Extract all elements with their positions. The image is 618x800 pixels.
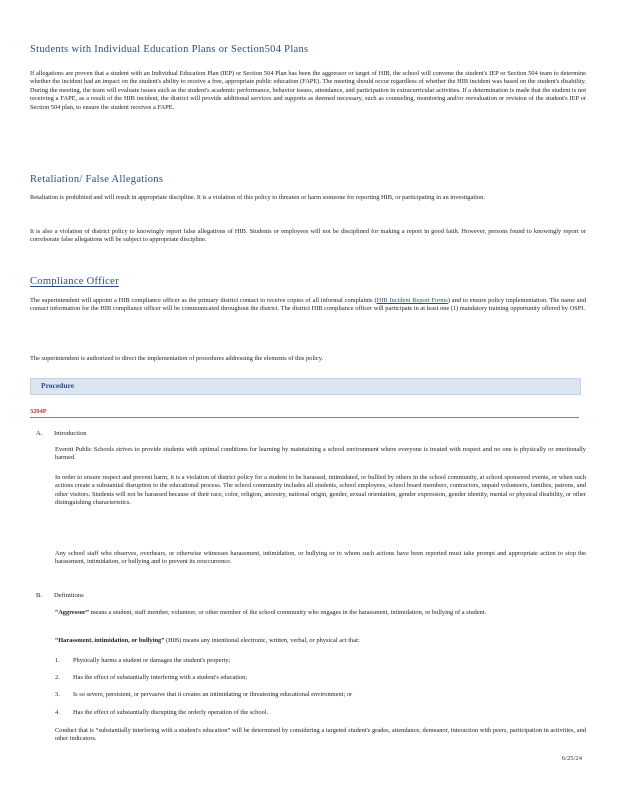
section-a-paragraph-3: Any school staff who observes, overhears, or otherwise witnesses harassment, intimidation, or bullying or to whom such actions have been reported must take prompt and appropriate action to stop the harassment, intimidation, or bullying and to prevent its reoccurrence. <box>55 550 586 566</box>
section-a-paragraph-1: Everett Public Schools strives to provide students with optimal conditions for learning by maintaining a school environment where everyone is treated with respect and no one is physically or emotionally harmed. <box>55 446 586 462</box>
aggressor-term: “Aggressor” <box>55 609 89 616</box>
list-item-number: 2. <box>55 674 60 681</box>
compliance-text-post: ) and to ensure policy implementation. The name and contact information for the HIB compliance officer will be communicated throughout the district. The district HIB compliance officer will participate in at least one (1) mandatory training opportunity offered by OSPI. <box>30 297 587 313</box>
paragraph-plans: If allegations are proven that a student with an Individual Education Plan (IEP) or Section 504 Plan has been the aggressor or target of HIB, the school will convene the student's IEP or Section 504 team to determine whether the incident had an impact on the student's ability to receive a free, appropriate public education (FAPE). The meeting should occur regardless of whether the HIB incident was based on the student's disability. During the meeting, the team will evaluate issues such as the student's academic performance, behavior issues, attendance, and participation in extracurricular activities. If a determination is made that the student is not receiving a FAPE, as a result of the HIB incident, the district will provide additional services and supports as deemed necessary, such as counseling, monitoring and/or reevaluation or revision of the student's IEP or Section 504 plan, to ensure the student receives a FAPE. <box>30 70 586 111</box>
section-a-paragraph-2: In order to ensure respect and prevent harm, it is a violation of district policy for a student to be harassed, intimidated, or bullied by others in the school community, at school sponsored events, or when such actions create a substantial disruption to the educational process. The school community includes all students, school employees, school board members, contractors, unpaid volunteers, families, patrons, and other visitors. Students will not be harassed because of their race, color, religion, ancestry, national origin, gender, sexual orientation, gender expression, gender identity, mental or physical disability, or other distinguishing characteristics. <box>55 474 586 507</box>
section-b-title: Definitions <box>54 592 84 599</box>
definition-hib <box>55 637 586 645</box>
heading-retaliation: Retaliation/ False Allegations <box>30 174 164 185</box>
list-item <box>55 674 586 681</box>
section-b-heading <box>36 592 84 599</box>
procedure-bar <box>30 378 581 395</box>
procedure-divider <box>30 417 579 418</box>
list-item <box>55 657 586 664</box>
footer-date: 6/25/24 <box>561 755 582 762</box>
procedure-code: 3204P <box>30 408 47 415</box>
list-item-number: 3. <box>55 691 60 698</box>
section-a-letter: A. <box>36 430 43 437</box>
list-item-number: 1. <box>55 657 60 664</box>
hib-term: “Harassment, intimidation, or bullying” <box>55 637 165 644</box>
procedure-label: Procedure <box>41 381 75 390</box>
section-a-title: Introduction <box>54 430 87 437</box>
heading-students-plans: Students with Individual Education Plans or Section504 Plans <box>30 44 309 55</box>
paragraph-compliance-2: The superintendent is authorized to direct the implementation of procedures addressing the elements of this policy. <box>30 355 324 362</box>
hib-definition: (HIB) means any intentional electronic, written, verbal, or physical act that: <box>164 637 360 644</box>
section-a-heading <box>36 430 87 437</box>
paragraph-retaliation-1: Retaliation is prohibited and will result in appropriate discipline. It is a violation of this policy to threaten or harm someone for reporting HIB, or participating in an investigation. <box>30 194 485 201</box>
paragraph-compliance-1 <box>30 297 586 314</box>
list-item-text: Physically harms a student or damages the student's property; <box>73 657 231 664</box>
definition-conduct: Conduct that is “substantially interfering with a student's education” will be determined by considering a targeted student's grades, attendance, demeanor, interaction with peers, participation in activities, and other indicators. <box>55 727 586 743</box>
hib-incident-report-forms-link[interactable]: HIB Incident Report Forms <box>376 297 448 304</box>
list-item <box>55 691 586 698</box>
paragraph-retaliation-2: It is also a violation of district policy to knowingly report false allegations of HIB. Students or employees will not be disciplined for making a report in good faith. However, persons found to knowingly report or corroborate false allegations will be subject to appropriate discipline. <box>30 228 586 244</box>
section-b-letter: B. <box>36 592 43 599</box>
aggressor-definition: means a student, staff member, volunteer, or other member of the school community who engages in the harassment, intimidation, or bullying of a student. <box>88 609 487 616</box>
compliance-text-pre: The superintendent will appoint a HIB compliance officer as the primary district contact to receive copies of all informal complaints ( <box>30 297 377 304</box>
list-item-text: Is so severe, persistent, or pervasive that it creates an intimidating or threatening educational environment; or <box>73 691 353 698</box>
list-item-text: Has the effect of substantially interfering with a student's education; <box>73 674 248 681</box>
heading-compliance: Compliance Officer <box>30 276 119 287</box>
list-item-number: 4. <box>55 709 60 716</box>
definition-aggressor <box>55 609 586 617</box>
list-item-text: Has the effect of substantially disrupting the orderly operation of the school. <box>73 709 269 716</box>
list-item <box>55 709 586 716</box>
